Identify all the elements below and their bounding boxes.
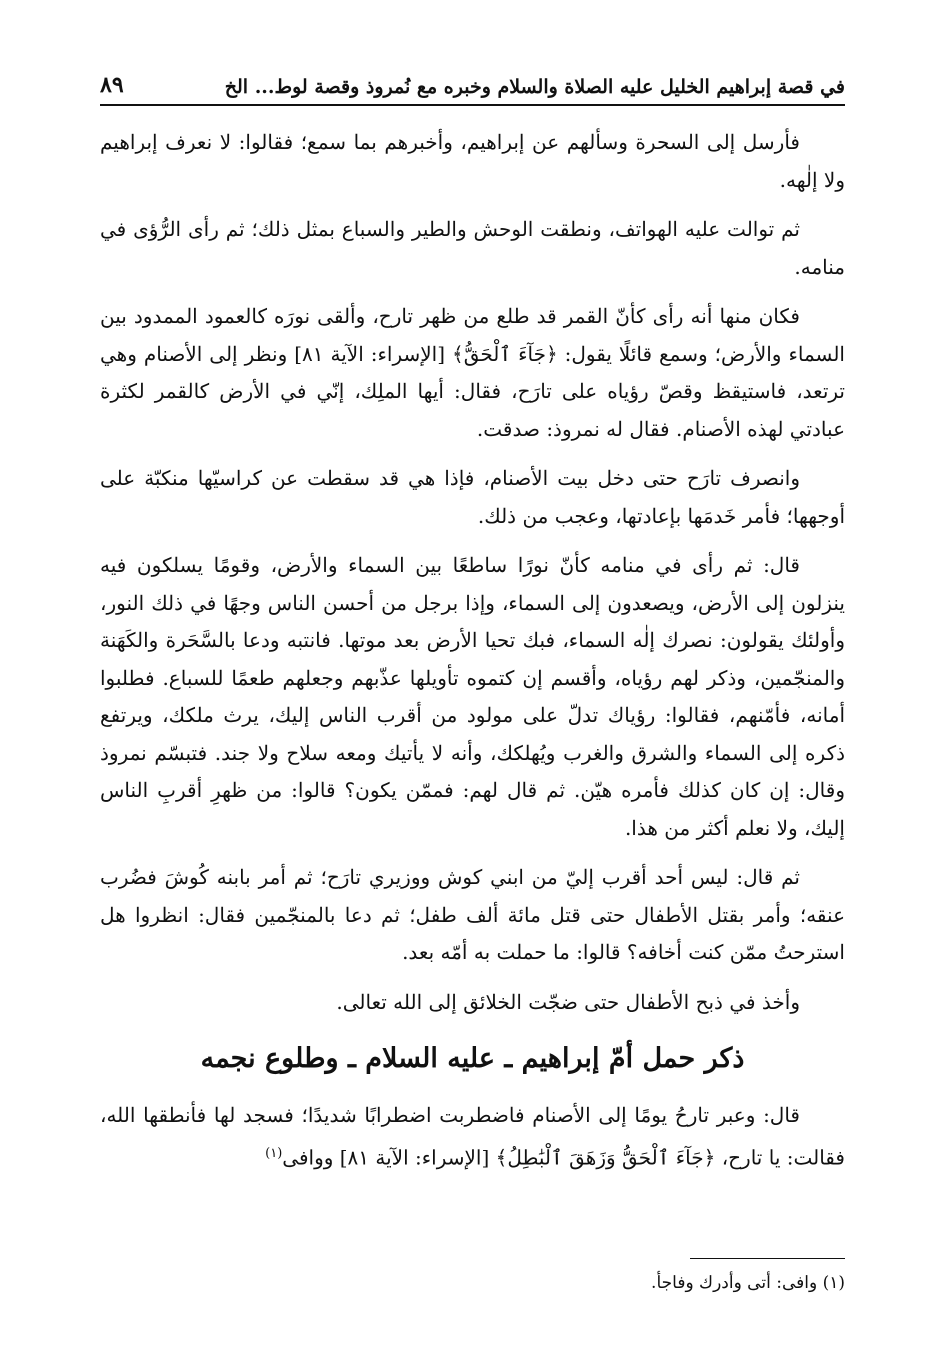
paragraph: ثم توالت عليه الهواتف، ونطقت الوحش والطير والسباع بمثل ذلك؛ ثم رأى الرُّؤى في منامه.	[100, 217, 845, 279]
paragraph	[100, 1097, 845, 1177]
paragraph: قال: ثم رأى في منامه كأنّ نورًا ساطعًا بين السماء والأرض، وقومًا يسلكون فيه ينزلون إلى الأرض، ويصعدون إلى السماء، وإذا برجل من أحسن الناس وجهًا في ذلك النور، وأولئك يقولون: نصرك إلٰه السماء، فبك تحيا الأرض بعد موتها. فانتبه ودعا بالسَّحَرة والكَهَنة والمنجّمين، وذكر لهم رؤياه، وأقسم إن كتموه تأويلها عذّبهم وجعلهم طعمًا للسباع. فطلبوا أمانه، فأمّنهم، فقالوا: رؤياك تدلّ على مولود من أقرب الناس إليك، يرث ملكك، ويرتفع ذكره إلى السماء والشرق والغرب ويُهلكك، وأنه لا يأتيك ومعه سلاح ولا جند. فتبسّم نمروذ وقال: إن كان كذلك فأمره هيّن. ثم قال لهم: فممّن يكون؟ قالوا: من ظهرِ أقربِ الناس إليك، ولا نعلم أكثر من هذا.	[100, 553, 845, 840]
book-page	[100, 62, 845, 1322]
page-body	[100, 124, 845, 1177]
section-heading: ذكر حمل أمّ إبراهيم ـ عليه السلام ـ وطلوع نجمه	[200, 1043, 745, 1074]
running-title: في قصة إبراهيم الخليل عليه الصلاة والسلام وخبره مع نُمروذ وقصة لوط... الخ	[224, 76, 845, 98]
paragraph: وأخذ في ذبح الأطفال حتى ضجّت الخلائق إلى الله تعالى.	[336, 989, 800, 1014]
paragraph: وانصرف تارَح حتى دخل بيت الأصنام، فإذا هي قد سقطت عن كراسيّها منكبّة على أوجهها؛ فأمر خَدمَها بإعادتها، وعجب من ذلك.	[100, 466, 845, 528]
paragraph: ثم قال: ليس أحد أقرب إليّ من ابني كوش ووزيري تارَح؛ ثم أمر بابنه كُوشَ فضُرب عنقه؛ وأمر بقتل الأطفال حتى قتل مائة ألف طفل؛ ثم دعا بالمنجّمين فقال: انظروا هل استرحتُ ممّن كنت أخافه؟ قالوا: ما حملت به أمّه بعد.	[100, 865, 846, 964]
footnote-marker[interactable]: (١)	[265, 1145, 283, 1161]
footnote: (١) وافى: أتى وأدرك وفاجأ.	[651, 1273, 845, 1293]
paragraph-text: قال: وعبر تارحُ يومًا إلى الأصنام فاضطربت اضطرابًا شديدًا؛ فسجد لها فأنطقها الله، فقالت: يا تارح، ﴿جَآءَ ٱلْحَقُّ وَزَهَقَ ٱلْبَٰطِلُ﴾ [الإسراء: الآية ٨١] ووافى	[100, 1103, 845, 1170]
footnote-divider	[690, 1258, 845, 1259]
paragraph: فكان منها أنه رأى كأنّ القمر قد طلع من ظهر تارح، وألقى نورَه كالعمود الممدود بين السماء والأرض؛ وسمع قائلًا يقول: ﴿جَآءَ ٱلْحَقُّ﴾ [الإسراء: الآية ٨١] ونظر إلى الأصنام وهي ترتعد، فاستيقظ وقصّ رؤياه على تارَح، فقال: أيها الملِك، إنّي في الأرض كالقمر لكثرة عبادتي لهذه الأصنام. فقال له نمروذ: صدقت.	[100, 304, 845, 441]
page-number: ٨٩	[100, 72, 124, 98]
page-header	[100, 62, 845, 106]
paragraph: فأرسل إلى السحرة وسألهم عن إبراهيم، وأخبرهم بما سمع؛ فقالوا: لا نعرف إبراهيم ولا إلٰهه.	[100, 130, 845, 192]
